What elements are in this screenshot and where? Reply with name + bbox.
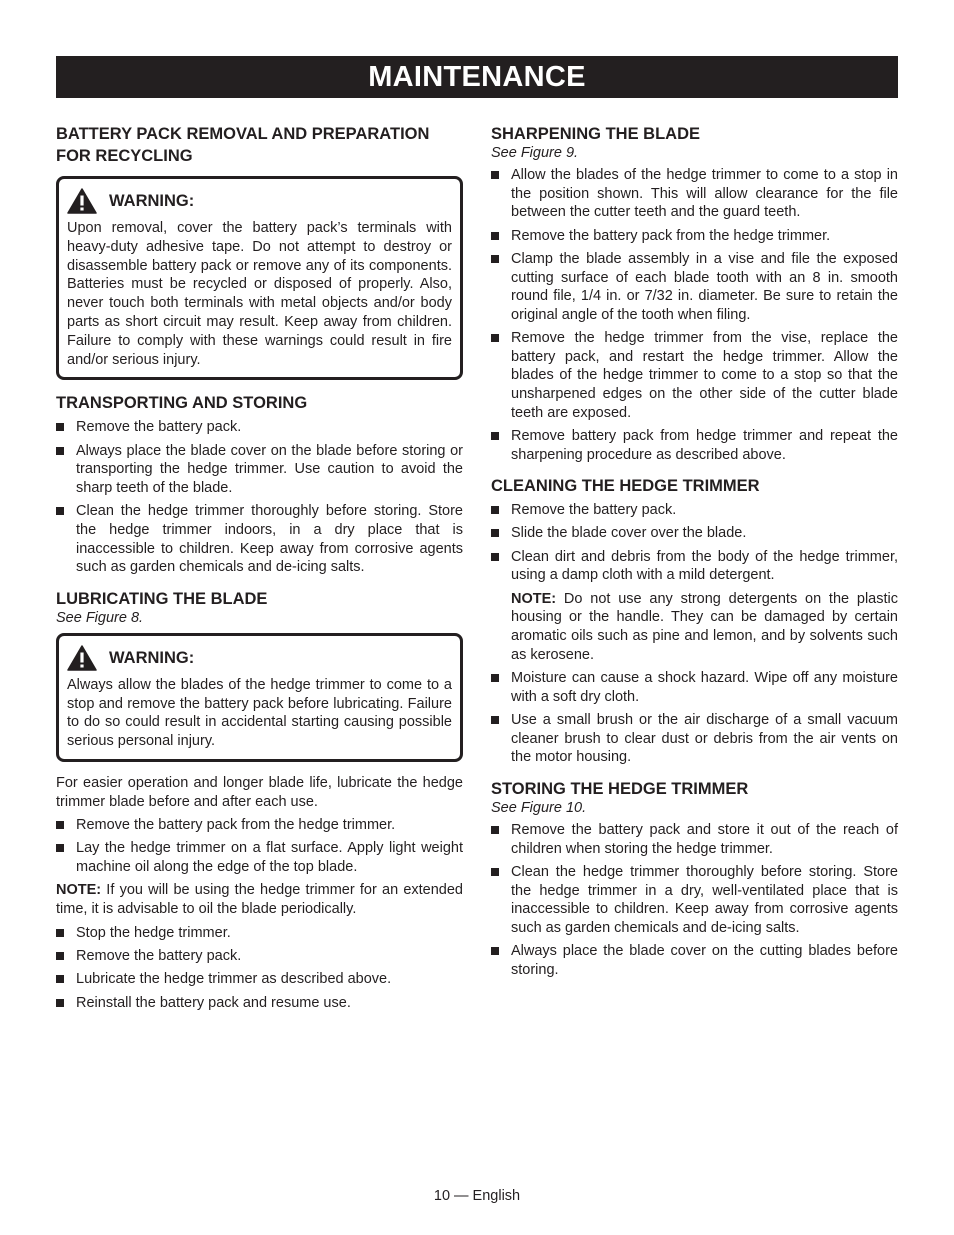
list-item: Moisture can cause a shock hazard. Wipe off any moisture with a soft dry cloth.	[491, 669, 898, 706]
bullet-square-icon	[56, 423, 64, 431]
list-item: Remove the battery pack.	[56, 418, 463, 437]
right-column	[491, 123, 898, 984]
bullet-square-icon	[491, 529, 499, 537]
see-figure-8: See Figure 8.	[56, 609, 144, 626]
see-figure-9: See Figure 9.	[491, 145, 579, 161]
cleaning-note: NOTE: Do not use any strong detergents on the plastic housing or the handle. They can be damaged by certain aromatic oils such as pine and lemon, and by solvents such as kerosene.	[511, 590, 898, 663]
sharpening-heading: SHARPENING THE BLADE	[491, 125, 701, 143]
page-footer: 10 — English	[433, 1188, 521, 1204]
storing-heading: STORING THE HEDGE TRIMMER	[491, 780, 749, 798]
battery-removal-heading: BATTERY PACK REMOVAL AND PREPARATION FOR RECYCLING	[56, 125, 430, 165]
list-item: Allow the blades of the hedge trimmer to come to a stop in the position shown. This will allow clearance for the file between the cutter teeth and the guard teeth.	[491, 166, 898, 222]
list-item: Slide the blade cover over the blade.	[491, 524, 898, 543]
list-item: Clean the hedge trimmer thoroughly before storing. Store the hedge trimmer indoors, in a dry place that is inaccessible to children. Keep away from corrosive agents such as garden chemicals and de-icing salts.	[56, 502, 463, 576]
warning-triangle-icon	[67, 645, 97, 671]
warning-triangle-icon	[67, 188, 97, 214]
sharpening-list	[491, 166, 898, 464]
bullet-square-icon	[491, 947, 499, 955]
list-item: Remove the battery pack from the hedge trimmer.	[491, 227, 898, 246]
list-item: Clean the hedge trimmer thoroughly before storing. Store the hedge trimmer in a dry, well-ventilated place that is inaccessible to children. Keep away from corrosive agents such as garden chemicals and de-icing salts.	[491, 863, 898, 937]
list-item: Clamp the blade assembly in a vise and file the exposed cutting surface of each blade tooth with an 8 in. smooth round file, 1/4 in. or 7/32 in. diameter. Be sure to retain the original angle of the tooth when filing.	[491, 250, 898, 324]
list-item: Remove the battery pack.	[56, 947, 463, 966]
bullet-square-icon	[56, 821, 64, 829]
lubricate-warning-text: Always allow the blades of the hedge trimmer to come to a stop and remove the battery pack before lubricating. Failure to do so could result in accidental starting causing possible serious personal injury.	[67, 676, 452, 750]
list-item: Always place the blade cover on the blade before storing or transporting the hedge trimmer. Use caution to avoid the sharp teeth of the blade.	[56, 442, 463, 498]
list-item: Remove the battery pack and store it out of the reach of children when storing the hedge trimmer.	[491, 821, 898, 858]
bullet-square-icon	[56, 844, 64, 852]
lubricate-warning-box	[56, 633, 463, 762]
list-item: Clean dirt and debris from the body of the hedge trimmer, using a damp cloth with a mild detergent.	[491, 548, 898, 585]
bullet-square-icon	[56, 447, 64, 455]
list-item: Lay the hedge trimmer on a flat surface. Apply light weight machine oil along the edge of the top blade.	[56, 839, 463, 876]
cleaning-heading: CLEANING THE HEDGE TRIMMER	[491, 477, 760, 496]
list-item: Lubricate the hedge trimmer as described above.	[56, 970, 463, 989]
bullet-square-icon	[491, 553, 499, 561]
cleaning-list-a	[491, 501, 898, 585]
bullet-square-icon	[491, 334, 499, 342]
list-item: Always place the blade cover on the cutting blades before storing.	[491, 942, 898, 979]
bullet-square-icon	[56, 952, 64, 960]
see-figure-10: See Figure 10.	[491, 800, 587, 816]
bullet-square-icon	[56, 507, 64, 515]
battery-warning-text: Upon removal, cover the battery pack’s terminals with heavy-duty adhesive tape. Do not attempt to destroy or disassemble battery pack or remove any of its components. Batteries must be recycled or disposed of properly. Also, never touch both terminals with metal objects and/or body parts as short circuit may result. Keep away from children. Failure to comply with these warnings could result in fire and/or serious injury.	[67, 220, 452, 368]
bullet-square-icon	[56, 999, 64, 1007]
list-item: Use a small brush or the air discharge of a small vacuum cleaner brush to clear dust or debris from the air vents on the motor housing.	[491, 711, 898, 767]
list-item: Remove the battery pack.	[491, 501, 898, 520]
bullet-square-icon	[56, 975, 64, 983]
bullet-square-icon	[491, 506, 499, 514]
warning-label: WARNING:	[109, 648, 195, 667]
lubricating-heading: LUBRICATING THE BLADE	[56, 589, 268, 608]
lubricate-intro: For easier operation and longer blade life, lubricate the hedge trimmer blade before and after each use.	[56, 774, 463, 810]
bullet-square-icon	[491, 432, 499, 440]
battery-warning-box	[56, 176, 463, 380]
storing-list	[491, 821, 898, 979]
transporting-heading: TRANSPORTING AND STORING	[56, 394, 308, 413]
bullet-square-icon	[491, 232, 499, 240]
bullet-square-icon	[491, 868, 499, 876]
lubricate-list-b	[56, 924, 463, 1013]
warning-label: WARNING:	[109, 192, 195, 210]
bullet-square-icon	[491, 171, 499, 179]
list-item: Remove the hedge trimmer from the vise, replace the battery pack, and restart the hedge trimmer. Allow the blades of the hedge trimmer to come to a stop so that the unsharpened edges on the other side of the cutter blade teeth are exposed.	[491, 329, 898, 422]
list-item: Remove battery pack from hedge trimmer and repeat the sharpening procedure as described above.	[491, 427, 898, 464]
bullet-square-icon	[491, 826, 499, 834]
lubricate-list-a	[56, 816, 463, 877]
left-column	[56, 123, 463, 1017]
bullet-square-icon	[491, 255, 499, 263]
cleaning-list-b	[491, 669, 898, 767]
page-title-banner: MAINTENANCE	[56, 56, 898, 98]
bullet-square-icon	[56, 929, 64, 937]
list-item: Reinstall the battery pack and resume use.	[56, 994, 463, 1013]
list-item: Stop the hedge trimmer.	[56, 924, 463, 943]
lubricate-note: NOTE: If you will be using the hedge trimmer for an extended time, it is advisable to oil the blade periodically.	[56, 882, 463, 918]
list-item: Remove the battery pack from the hedge trimmer.	[56, 816, 463, 835]
bullet-square-icon	[491, 674, 499, 682]
transporting-list	[56, 418, 463, 576]
bullet-square-icon	[491, 716, 499, 724]
